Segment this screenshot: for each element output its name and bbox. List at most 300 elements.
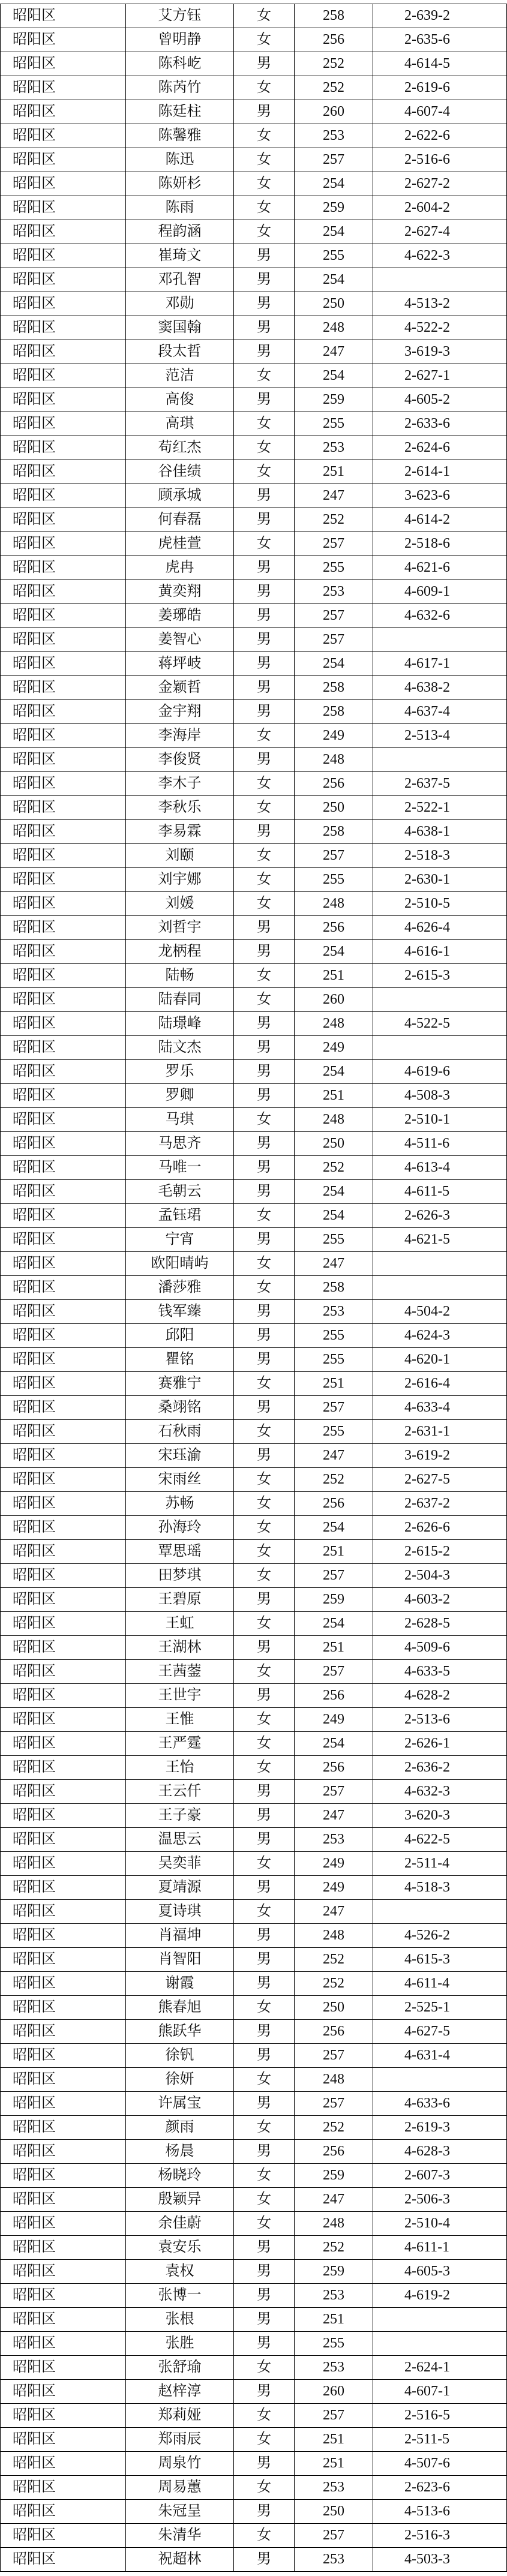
table-row [0, 1012, 507, 1036]
code-cell: 3-619-3 [373, 340, 507, 364]
gender-cell: 女 [234, 1492, 295, 1515]
gender-cell: 男 [234, 1132, 295, 1155]
gender-cell: 男 [234, 52, 295, 76]
district-cell: 昭阳区 [0, 292, 126, 316]
district-cell: 昭阳区 [0, 628, 126, 651]
code-cell: 2-513-6 [373, 1708, 507, 1731]
name-cell: 覃思瑶 [126, 1540, 234, 1563]
table-row [0, 268, 507, 292]
table-row [0, 532, 507, 556]
gender-cell: 男 [234, 100, 295, 124]
district-cell: 昭阳区 [0, 364, 126, 388]
code-cell: 4-628-3 [373, 2140, 507, 2163]
number-cell: 254 [295, 652, 373, 675]
gender-cell: 男 [234, 2332, 295, 2355]
table-row [0, 1396, 507, 1420]
district-cell: 昭阳区 [0, 1228, 126, 1251]
name-cell: 陆春同 [126, 988, 234, 1011]
number-cell: 257 [295, 844, 373, 867]
table-row [0, 1084, 507, 1108]
number-cell: 252 [295, 1468, 373, 1491]
gender-cell: 男 [234, 340, 295, 364]
table-row [0, 1828, 507, 1852]
district-cell: 昭阳区 [0, 1156, 126, 1179]
district-cell: 昭阳区 [0, 1948, 126, 1971]
table-row [0, 2188, 507, 2212]
name-cell: 王怡 [126, 1756, 234, 1779]
gender-cell: 男 [234, 604, 295, 628]
number-cell: 251 [295, 460, 373, 484]
district-cell: 昭阳区 [0, 2524, 126, 2547]
district-cell: 昭阳区 [0, 1204, 126, 1227]
code-cell: 2-626-1 [373, 1732, 507, 1755]
number-cell: 254 [295, 268, 373, 292]
number-cell: 250 [295, 1996, 373, 2019]
number-cell: 258 [295, 700, 373, 723]
number-cell: 251 [295, 1540, 373, 1563]
table-row [0, 2236, 507, 2260]
table-row [0, 2116, 507, 2140]
name-cell: 何春磊 [126, 508, 234, 532]
gender-cell: 女 [234, 2524, 295, 2547]
district-cell: 昭阳区 [0, 2428, 126, 2451]
gender-cell: 女 [234, 220, 295, 244]
number-cell: 248 [295, 748, 373, 771]
name-cell: 陈雨 [126, 196, 234, 220]
code-cell: 2-504-3 [373, 1564, 507, 1587]
table-row [0, 2260, 507, 2284]
name-cell: 段太哲 [126, 340, 234, 364]
code-cell: 4-609-1 [373, 580, 507, 604]
table-row [0, 820, 507, 844]
gender-cell: 男 [234, 1300, 295, 1323]
name-cell: 瞿铭 [126, 1348, 234, 1371]
name-cell: 夏诗琪 [126, 1900, 234, 1923]
code-cell: 2-628-5 [373, 1612, 507, 1635]
table-row [0, 1468, 507, 1492]
code-cell: 4-627-5 [373, 2020, 507, 2043]
district-cell: 昭阳区 [0, 1348, 126, 1371]
table-row [0, 604, 507, 628]
code-cell: 4-522-5 [373, 1012, 507, 1035]
name-cell: 蒋坪岐 [126, 652, 234, 675]
table-row [0, 628, 507, 652]
district-cell: 昭阳区 [0, 1564, 126, 1587]
table-row [0, 2404, 507, 2428]
code-cell: 2-604-2 [373, 196, 507, 220]
district-cell: 昭阳区 [0, 100, 126, 124]
code-cell: 4-504-2 [373, 1300, 507, 1323]
district-cell: 昭阳区 [0, 1012, 126, 1035]
name-cell: 谷佳绩 [126, 460, 234, 484]
district-cell: 昭阳区 [0, 1324, 126, 1347]
code-cell: 4-615-3 [373, 1948, 507, 1971]
name-cell: 田梦琪 [126, 1564, 234, 1587]
name-cell: 王虹 [126, 1612, 234, 1635]
code-cell: 2-522-1 [373, 796, 507, 819]
district-cell: 昭阳区 [0, 1060, 126, 1083]
code-cell: 2-518-6 [373, 532, 507, 556]
code-cell: 4-509-6 [373, 1636, 507, 1659]
gender-cell: 女 [234, 2164, 295, 2187]
name-cell: 马思齐 [126, 1132, 234, 1155]
district-cell: 昭阳区 [0, 508, 126, 532]
table-row [0, 388, 507, 412]
code-cell: 2-510-4 [373, 2212, 507, 2235]
name-cell: 李易霖 [126, 820, 234, 843]
number-cell: 257 [295, 2092, 373, 2115]
name-cell: 许属宝 [126, 2092, 234, 2115]
name-cell: 王严霆 [126, 1732, 234, 1755]
gender-cell: 女 [234, 1204, 295, 1227]
number-cell: 249 [295, 1036, 373, 1059]
district-cell: 昭阳区 [0, 988, 126, 1011]
table-row [0, 2092, 507, 2116]
gender-cell: 女 [234, 1564, 295, 1587]
number-cell: 251 [295, 964, 373, 987]
table-row [0, 844, 507, 868]
district-cell: 昭阳区 [0, 2140, 126, 2163]
table-row [0, 2476, 507, 2500]
district-cell: 昭阳区 [0, 796, 126, 819]
table-row [0, 1300, 507, 1324]
name-cell: 袁权 [126, 2260, 234, 2283]
code-cell: 4-633-4 [373, 1396, 507, 1419]
district-cell: 昭阳区 [0, 1612, 126, 1635]
table-row [0, 724, 507, 748]
gender-cell: 男 [234, 2260, 295, 2283]
code-cell: 2-622-6 [373, 124, 507, 148]
number-cell: 253 [295, 2548, 373, 2571]
table-row [0, 748, 507, 772]
number-cell: 251 [295, 1636, 373, 1659]
code-cell: 2-635-6 [373, 28, 507, 52]
district-cell: 昭阳区 [0, 940, 126, 963]
name-cell: 姜琊皓 [126, 604, 234, 628]
gender-cell: 男 [234, 940, 295, 963]
table-row [0, 796, 507, 820]
table-row [0, 436, 507, 460]
gender-cell: 男 [234, 700, 295, 723]
number-cell: 253 [295, 1828, 373, 1851]
name-cell: 宁宵 [126, 1228, 234, 1251]
gender-cell: 男 [234, 1324, 295, 1347]
gender-cell: 女 [234, 796, 295, 819]
number-cell: 253 [295, 124, 373, 148]
table-row [0, 196, 507, 220]
district-cell: 昭阳区 [0, 2164, 126, 2187]
code-cell: 2-626-6 [373, 1516, 507, 1539]
table-row [0, 1132, 507, 1156]
gender-cell: 男 [234, 2308, 295, 2331]
number-cell: 257 [295, 628, 373, 651]
number-cell: 252 [295, 508, 373, 532]
district-cell: 昭阳区 [0, 652, 126, 675]
table-row [0, 1180, 507, 1204]
name-cell: 王云仟 [126, 1780, 234, 1803]
gender-cell: 男 [234, 508, 295, 532]
number-cell: 254 [295, 1180, 373, 1203]
gender-cell: 男 [234, 580, 295, 604]
table-row [0, 988, 507, 1012]
district-cell: 昭阳区 [0, 892, 126, 915]
code-cell: 4-522-2 [373, 316, 507, 340]
district-cell: 昭阳区 [0, 964, 126, 987]
number-cell: 251 [295, 2428, 373, 2451]
district-cell: 昭阳区 [0, 2212, 126, 2235]
code-cell [373, 1252, 507, 1275]
name-cell: 宋雨丝 [126, 1468, 234, 1491]
number-cell: 253 [295, 2284, 373, 2307]
gender-cell: 女 [234, 1756, 295, 1779]
gender-cell: 男 [234, 1396, 295, 1419]
table-row [0, 1684, 507, 1708]
table-row [0, 28, 507, 52]
name-cell: 窦国翰 [126, 316, 234, 340]
district-cell: 昭阳区 [0, 148, 126, 172]
gender-cell: 女 [234, 724, 295, 747]
code-cell [373, 2068, 507, 2091]
code-cell: 4-603-2 [373, 1588, 507, 1611]
gender-cell: 男 [234, 1444, 295, 1467]
district-cell: 昭阳区 [0, 2260, 126, 2283]
district-cell: 昭阳区 [0, 1900, 126, 1923]
code-cell: 2-614-1 [373, 460, 507, 484]
district-cell: 昭阳区 [0, 1852, 126, 1875]
gender-cell: 男 [234, 820, 295, 843]
district-cell: 昭阳区 [0, 1444, 126, 1467]
name-cell: 罗乐 [126, 1060, 234, 1083]
code-cell: 2-636-2 [373, 1756, 507, 1779]
gender-cell: 男 [234, 1636, 295, 1659]
district-cell: 昭阳区 [0, 172, 126, 196]
name-cell: 殷颖异 [126, 2188, 234, 2211]
number-cell: 254 [295, 1732, 373, 1755]
number-cell: 257 [295, 1564, 373, 1587]
table-row [0, 580, 507, 604]
number-cell: 257 [295, 604, 373, 628]
number-cell: 254 [295, 220, 373, 244]
gender-cell: 男 [234, 1948, 295, 1971]
table-row [0, 244, 507, 268]
number-cell: 251 [295, 2452, 373, 2475]
gender-cell: 女 [234, 2476, 295, 2499]
table-row [0, 868, 507, 892]
gender-cell: 女 [234, 436, 295, 460]
name-cell: 钱军臻 [126, 1300, 234, 1323]
roster-table [0, 4, 507, 2572]
gender-cell: 女 [234, 1540, 295, 1563]
number-cell: 258 [295, 676, 373, 699]
table-row [0, 52, 507, 76]
number-cell: 247 [295, 1900, 373, 1923]
table-row [0, 1996, 507, 2020]
code-cell: 2-619-6 [373, 76, 507, 100]
gender-cell: 男 [234, 316, 295, 340]
name-cell: 金颖哲 [126, 676, 234, 699]
table-row [0, 1948, 507, 1972]
table-row [0, 1228, 507, 1252]
name-cell: 温思云 [126, 1828, 234, 1851]
gender-cell: 女 [234, 460, 295, 484]
table-row [0, 364, 507, 388]
number-cell: 251 [295, 1372, 373, 1395]
gender-cell: 男 [234, 1084, 295, 1107]
district-cell: 昭阳区 [0, 1516, 126, 1539]
table-row [0, 2524, 507, 2548]
name-cell: 潘莎雅 [126, 1276, 234, 1299]
district-cell: 昭阳区 [0, 268, 126, 292]
code-cell: 2-510-5 [373, 892, 507, 915]
name-cell: 陈馨雅 [126, 124, 234, 148]
number-cell: 259 [295, 388, 373, 412]
code-cell: 4-605-3 [373, 2260, 507, 2283]
table-row [0, 1492, 507, 1516]
code-cell: 4-617-1 [373, 652, 507, 675]
gender-cell: 男 [234, 1804, 295, 1827]
district-cell: 昭阳区 [0, 1828, 126, 1851]
gender-cell: 女 [234, 988, 295, 1011]
name-cell: 曾明静 [126, 28, 234, 52]
gender-cell: 男 [234, 916, 295, 939]
table-row [0, 916, 507, 940]
gender-cell: 男 [234, 2284, 295, 2307]
code-cell: 2-616-4 [373, 1372, 507, 1395]
district-cell: 昭阳区 [0, 2308, 126, 2331]
district-cell: 昭阳区 [0, 1924, 126, 1947]
table-row [0, 1900, 507, 1924]
code-cell: 2-513-4 [373, 724, 507, 747]
number-cell: 260 [295, 988, 373, 1011]
district-cell: 昭阳区 [0, 1804, 126, 1827]
code-cell: 4-607-4 [373, 100, 507, 124]
table-row [0, 2308, 507, 2332]
code-cell: 2-607-3 [373, 2164, 507, 2187]
number-cell: 253 [295, 436, 373, 460]
district-cell: 昭阳区 [0, 1084, 126, 1107]
district-cell: 昭阳区 [0, 1636, 126, 1659]
district-cell: 昭阳区 [0, 844, 126, 867]
district-cell: 昭阳区 [0, 412, 126, 436]
number-cell: 254 [295, 1516, 373, 1539]
table-row [0, 1252, 507, 1276]
code-cell: 4-622-5 [373, 1828, 507, 1851]
district-cell: 昭阳区 [0, 1372, 126, 1395]
number-cell: 254 [295, 1060, 373, 1083]
table-row [0, 676, 507, 700]
district-cell: 昭阳区 [0, 556, 126, 580]
name-cell: 张博一 [126, 2284, 234, 2307]
table-row [0, 1372, 507, 1396]
name-cell: 袁安乐 [126, 2236, 234, 2259]
name-cell: 孟钰珺 [126, 1204, 234, 1227]
name-cell: 郑雨辰 [126, 2428, 234, 2451]
code-cell: 4-620-1 [373, 1348, 507, 1371]
name-cell: 王湖林 [126, 1636, 234, 1659]
district-cell: 昭阳区 [0, 1300, 126, 1323]
district-cell: 昭阳区 [0, 2284, 126, 2307]
gender-cell: 男 [234, 1228, 295, 1251]
gender-cell: 女 [234, 196, 295, 220]
code-cell: 4-637-4 [373, 700, 507, 723]
district-cell: 昭阳区 [0, 124, 126, 148]
code-cell: 4-638-1 [373, 820, 507, 843]
district-cell: 昭阳区 [0, 748, 126, 771]
table-row [0, 940, 507, 964]
district-cell: 昭阳区 [0, 700, 126, 723]
table-row [0, 2068, 507, 2092]
table-row [0, 1540, 507, 1564]
number-cell: 256 [295, 2140, 373, 2163]
code-cell: 2-627-2 [373, 172, 507, 196]
name-cell: 熊跃华 [126, 2020, 234, 2043]
gender-cell: 女 [234, 1900, 295, 1923]
code-cell [373, 1036, 507, 1059]
gender-cell: 男 [234, 2236, 295, 2259]
district-cell: 昭阳区 [0, 676, 126, 699]
district-cell: 昭阳区 [0, 2500, 126, 2523]
name-cell: 周易蕙 [126, 2476, 234, 2499]
district-cell: 昭阳区 [0, 2476, 126, 2499]
table-row [0, 1156, 507, 1180]
name-cell: 范洁 [126, 364, 234, 388]
name-cell: 张舒瑜 [126, 2356, 234, 2379]
name-cell: 王惟 [126, 1708, 234, 1731]
number-cell: 248 [295, 2068, 373, 2091]
table-row [0, 1036, 507, 1060]
number-cell: 252 [295, 76, 373, 100]
name-cell: 马唯一 [126, 1156, 234, 1179]
table-row [0, 484, 507, 508]
code-cell: 2-624-1 [373, 2356, 507, 2379]
district-cell: 昭阳区 [0, 820, 126, 843]
gender-cell: 男 [234, 1876, 295, 1899]
code-cell: 4-619-2 [373, 2284, 507, 2307]
district-cell: 昭阳区 [0, 484, 126, 508]
code-cell: 2-615-2 [373, 1540, 507, 1563]
number-cell: 255 [295, 2332, 373, 2355]
table-row [0, 700, 507, 724]
table-row [0, 1612, 507, 1636]
code-cell: 3-623-6 [373, 484, 507, 508]
district-cell: 昭阳区 [0, 916, 126, 939]
code-cell: 4-626-4 [373, 916, 507, 939]
table-row [0, 1804, 507, 1828]
district-cell: 昭阳区 [0, 1132, 126, 1155]
name-cell: 顾承城 [126, 484, 234, 508]
gender-cell: 男 [234, 2380, 295, 2403]
number-cell: 250 [295, 1132, 373, 1155]
code-cell: 4-605-2 [373, 388, 507, 412]
gender-cell: 女 [234, 1372, 295, 1395]
table-row [0, 1276, 507, 1300]
gender-cell: 男 [234, 1036, 295, 1059]
table-row [0, 2284, 507, 2308]
code-cell: 4-607-1 [373, 2380, 507, 2403]
code-cell [373, 2308, 507, 2331]
gender-cell: 男 [234, 2500, 295, 2523]
district-cell: 昭阳区 [0, 2548, 126, 2571]
number-cell: 251 [295, 2308, 373, 2331]
name-cell: 刘哲宇 [126, 916, 234, 939]
code-cell: 4-628-2 [373, 1684, 507, 1707]
code-cell: 4-513-2 [373, 292, 507, 316]
number-cell: 255 [295, 1348, 373, 1371]
table-row [0, 2332, 507, 2356]
code-cell: 4-513-6 [373, 2500, 507, 2523]
name-cell: 高琪 [126, 412, 234, 436]
gender-cell: 男 [234, 244, 295, 268]
